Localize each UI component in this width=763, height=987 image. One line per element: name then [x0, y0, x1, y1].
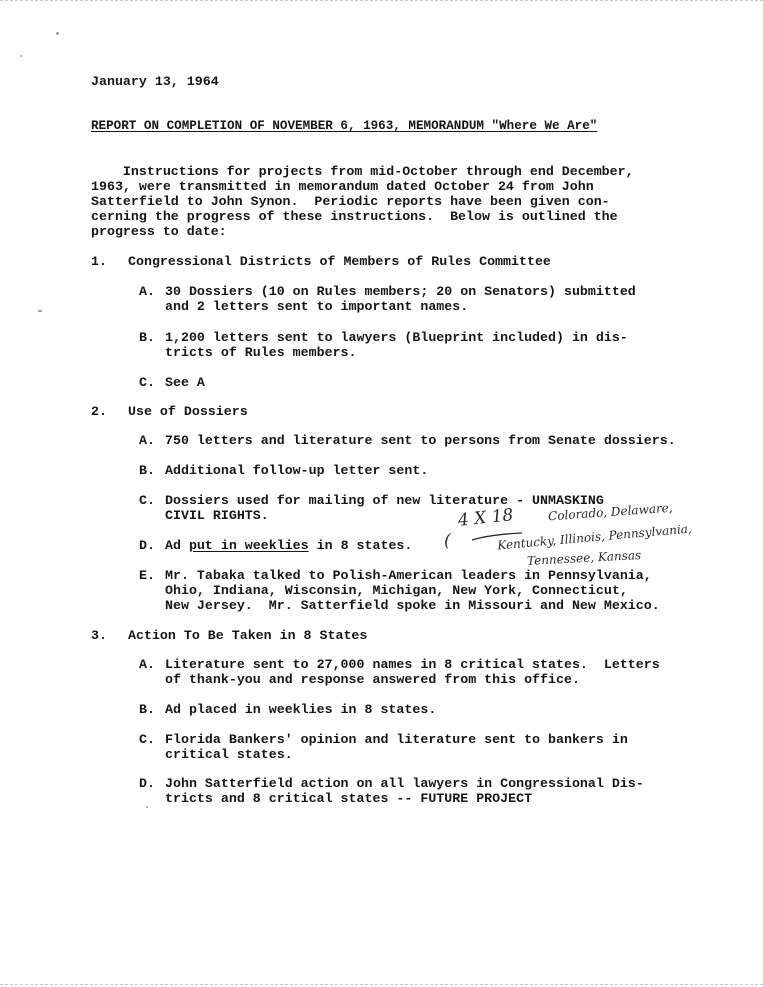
- item-letter: A.: [139, 657, 155, 672]
- item-text: 1,200 letters sent to lawyers (Blueprint included) in dis-: [165, 330, 628, 345]
- memo-date: January 13, 1964: [91, 74, 219, 89]
- item-letter: B.: [139, 463, 155, 478]
- item-letter: C.: [139, 732, 155, 747]
- intro-line: Instructions for projects from mid-October through end December,: [91, 164, 634, 179]
- item-text: See A: [165, 375, 205, 390]
- item-letter: C.: [139, 493, 155, 508]
- handwritten-states-3: Tennessee, Kansas: [526, 548, 642, 568]
- item-text: Mr. Tabaka talked to Polish-American leaders in Pennsylvania,: [165, 568, 652, 583]
- item-text: Dossiers used for mailing of new literature - UNMASKING: [165, 493, 604, 508]
- memo-title: REPORT ON COMPLETION OF NOVEMBER 6, 1963, MEMORANDUM "Where We Are": [91, 119, 598, 133]
- handwritten-count: 4 X 18: [457, 505, 515, 531]
- section-number: 1.: [91, 254, 107, 269]
- scan-speck: [146, 806, 148, 808]
- item-text: 30 Dossiers (10 on Rules members; 20 on Senators) submitted: [165, 284, 636, 299]
- item-text: 750 letters and literature sent to persons from Senate dossiers.: [165, 433, 676, 448]
- item-text-underlined: put in weeklies: [188, 538, 309, 553]
- scan-speck: [20, 55, 22, 57]
- handwritten-states-2: Kentucky, Illinois, Pennsylvania,: [496, 521, 693, 553]
- section-heading: Action To Be Taken in 8 States: [128, 628, 368, 643]
- item-text: Literature sent to 27,000 names in 8 critical states. Letters: [165, 657, 660, 672]
- intro-line: 1963, were transmitted in memorandum dated October 24 from John: [91, 179, 594, 194]
- section-number: 3.: [91, 628, 107, 643]
- item-text: John Satterfield action on all lawyers in Congressional Dis-: [165, 776, 644, 791]
- item-letter: C.: [139, 375, 155, 390]
- page-top-edge: [0, 0, 763, 1]
- page-bottom-edge: [0, 984, 763, 985]
- item-text: Ad placed in weeklies in 8 states.: [165, 702, 437, 717]
- section-heading: Congressional Districts of Members of Rules Committee: [128, 254, 551, 269]
- item-text-post: in 8 states.: [308, 538, 413, 553]
- item-letter: B.: [139, 702, 155, 717]
- item-text: of thank-you and response answered from this office.: [165, 672, 580, 687]
- item-text: Ohio, Indiana, Wisconsin, Michigan, New York, Connecticut,: [165, 583, 628, 598]
- intro-line: progress to date:: [91, 224, 227, 239]
- item-text: CIVIL RIGHTS.: [165, 508, 269, 523]
- handwritten-bracket: (: [444, 531, 451, 551]
- handwritten-states-1: Colorado, Delaware,: [547, 500, 674, 524]
- item-text: tricts and 8 critical states -- FUTURE PROJECT: [165, 791, 533, 806]
- item-text-ad: [165, 538, 412, 553]
- item-letter: D.: [139, 776, 155, 791]
- item-text: tricts of Rules members.: [165, 345, 357, 360]
- item-text: critical states.: [165, 747, 293, 762]
- scan-speck: [56, 32, 59, 35]
- item-letter: B.: [139, 330, 155, 345]
- item-letter: E.: [139, 568, 155, 583]
- item-letter: A.: [139, 433, 155, 448]
- item-letter: A.: [139, 284, 155, 299]
- item-text: and 2 letters sent to important names.: [165, 299, 469, 314]
- section-number: 2.: [91, 404, 107, 419]
- item-text: New Jersey. Mr. Satterfield spoke in Missouri and New Mexico.: [165, 598, 660, 613]
- intro-line: Satterfield to John Synon. Periodic reports have been given con-: [91, 194, 610, 209]
- section-heading: Use of Dossiers: [128, 404, 248, 419]
- item-text: Additional follow-up letter sent.: [165, 463, 429, 478]
- item-text: Florida Bankers' opinion and literature sent to bankers in: [165, 732, 628, 747]
- item-text-pre: Ad: [165, 538, 189, 553]
- scan-speck: [38, 310, 42, 312]
- intro-line: cerning the progress of these instructions. Below is outlined the: [91, 209, 618, 224]
- item-letter: D.: [139, 538, 155, 553]
